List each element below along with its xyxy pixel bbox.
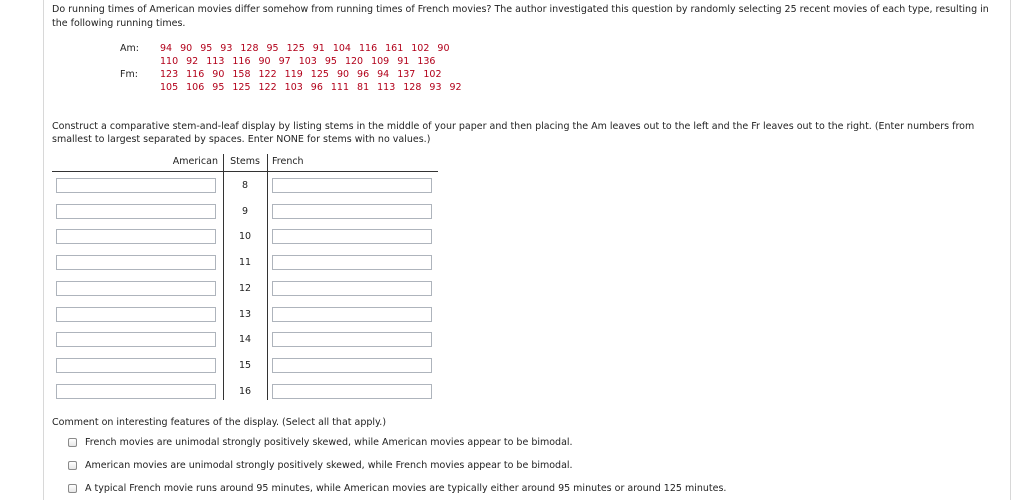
stem-right-divider xyxy=(267,154,268,400)
running-time-value: 111 xyxy=(330,82,350,93)
stem-label: 14 xyxy=(238,334,252,346)
option-2-checkbox[interactable] xyxy=(68,461,77,470)
stem-label: 8 xyxy=(241,180,249,191)
running-time-value: 90 xyxy=(212,69,225,80)
running-time-value: 105 xyxy=(160,82,179,93)
stem-and-leaf-table xyxy=(52,154,442,404)
option-3[interactable] xyxy=(68,481,726,495)
header-french: French xyxy=(272,156,304,167)
french-leaves-input-13[interactable] xyxy=(272,307,432,322)
am-label: Am: xyxy=(120,43,139,54)
running-time-value: 125 xyxy=(310,69,329,80)
running-time-value: 95 xyxy=(324,56,337,67)
running-time-value: 125 xyxy=(232,82,251,93)
stem-label: 9 xyxy=(241,205,249,217)
am-values-2 xyxy=(160,55,443,68)
running-time-value: 90 xyxy=(336,69,350,80)
running-time-value: 120 xyxy=(344,56,364,67)
running-time-value: 103 xyxy=(284,82,303,93)
running-time-value: 119 xyxy=(284,69,303,80)
stem-left-divider xyxy=(223,154,224,400)
fm-row-2 xyxy=(120,81,470,94)
american-leaves-input-15[interactable] xyxy=(56,358,216,373)
american-leaves-input-8[interactable] xyxy=(56,178,216,193)
running-time-value: 109 xyxy=(371,56,390,67)
running-time-value: 94 xyxy=(377,69,390,80)
am-row-2 xyxy=(120,55,470,68)
header-divider xyxy=(52,171,438,172)
running-time-value: 122 xyxy=(258,69,277,80)
running-time-value: 128 xyxy=(240,43,259,54)
french-leaves-input-16[interactable] xyxy=(272,384,432,399)
stem-label: 13 xyxy=(238,308,252,320)
running-time-value: 92 xyxy=(449,82,462,93)
running-time-value: 94 xyxy=(160,43,173,54)
option-2[interactable] xyxy=(68,458,573,472)
running-time-value: 110 xyxy=(160,56,179,67)
running-time-value: 91 xyxy=(312,43,325,54)
running-time-value: 92 xyxy=(186,56,199,67)
running-time-value: 97 xyxy=(278,56,291,67)
american-leaves-input-12[interactable] xyxy=(56,281,216,296)
option-3-label: A typical French movie runs around 95 minutes, while American movies are typically either around 95 minutes or around 125 minutes. xyxy=(85,482,727,494)
running-time-value: 90 xyxy=(437,43,450,54)
stem-label: 15 xyxy=(238,359,252,371)
french-leaves-input-9[interactable] xyxy=(272,204,432,219)
running-time-value: 91 xyxy=(397,56,410,67)
running-time-value: 136 xyxy=(417,56,436,67)
running-time-value: 123 xyxy=(160,69,179,80)
option-1[interactable] xyxy=(68,435,573,449)
running-time-value: 102 xyxy=(423,69,442,80)
american-leaves-input-14[interactable] xyxy=(56,332,216,347)
fm-label: Fm: xyxy=(120,69,138,80)
french-leaves-input-15[interactable] xyxy=(272,358,432,373)
stem-label: 11 xyxy=(238,257,252,269)
running-time-value: 103 xyxy=(298,56,317,67)
am-row-1 xyxy=(120,42,470,55)
running-time-value: 90 xyxy=(180,43,193,54)
running-time-value: 95 xyxy=(212,82,225,93)
running-time-value: 128 xyxy=(403,82,422,93)
running-time-value: 93 xyxy=(429,82,442,93)
fm-values-2 xyxy=(160,81,470,94)
running-time-value: 106 xyxy=(186,82,205,93)
american-leaves-input-11[interactable] xyxy=(56,255,216,270)
option-1-checkbox[interactable] xyxy=(68,438,77,447)
running-time-value: 161 xyxy=(385,43,404,54)
running-time-value: 113 xyxy=(377,82,396,93)
running-time-value: 102 xyxy=(411,43,430,54)
running-time-value: 93 xyxy=(220,43,233,54)
running-time-value: 116 xyxy=(358,43,378,54)
running-time-value: 113 xyxy=(206,56,225,67)
running-time-value: 104 xyxy=(332,43,351,54)
running-time-value: 95 xyxy=(266,43,279,54)
running-time-value: 125 xyxy=(286,43,305,54)
running-time-value: 158 xyxy=(232,69,251,80)
french-leaves-input-12[interactable] xyxy=(272,281,432,296)
comment-prompt: Comment on interesting features of the display. (Select all that apply.) xyxy=(52,417,387,428)
running-time-value: 81 xyxy=(357,82,370,93)
french-leaves-input-8[interactable] xyxy=(272,178,432,193)
option-3-checkbox[interactable] xyxy=(68,484,77,493)
running-time-value: 96 xyxy=(310,82,323,93)
running-time-value: 116 xyxy=(186,69,205,80)
header-american: American xyxy=(172,156,218,167)
running-time-value: 122 xyxy=(258,82,277,93)
running-time-value: 96 xyxy=(357,69,370,80)
american-leaves-input-9[interactable] xyxy=(56,204,216,219)
american-leaves-input-16[interactable] xyxy=(56,384,216,399)
stem-label: 10 xyxy=(238,231,252,243)
french-leaves-input-14[interactable] xyxy=(272,332,432,347)
american-leaves-input-13[interactable] xyxy=(56,307,216,322)
running-time-value: 95 xyxy=(200,43,213,54)
running-time-value: 90 xyxy=(258,56,271,67)
header-stems: Stems xyxy=(230,156,260,167)
french-leaves-input-10[interactable] xyxy=(272,229,432,244)
running-times-data xyxy=(120,42,470,94)
option-1-label: French movies are unimodal strongly positively skewed, while American movies appear to be bimodal. xyxy=(85,436,573,448)
fm-row-1 xyxy=(120,68,470,81)
american-leaves-input-10[interactable] xyxy=(56,229,216,244)
option-2-label: American movies are unimodal strongly positively skewed, while French movies appear to be bimodal. xyxy=(85,459,573,471)
am-values-1 xyxy=(160,42,458,55)
stem-label: 12 xyxy=(238,282,252,294)
french-leaves-input-11[interactable] xyxy=(272,255,432,270)
fm-values-1 xyxy=(160,68,450,81)
question-text: Do running times of American movies differ somehow from running times of French movies? The author investigated this question by randomly selecting 25 recent movies of each type, resulting in the following running times. xyxy=(52,4,989,29)
stem-label: 16 xyxy=(238,385,252,397)
running-time-value: 116 xyxy=(232,56,251,67)
running-time-value: 137 xyxy=(397,69,416,80)
instructions-text: Construct a comparative stem-and-leaf display by listing stems in the middle of your paper and then placing the Am leaves out to the left and the Fr leaves out to the right. (Enter numbers from smallest to largest separated by spaces. Enter NONE for stems with no values.) xyxy=(52,121,975,145)
